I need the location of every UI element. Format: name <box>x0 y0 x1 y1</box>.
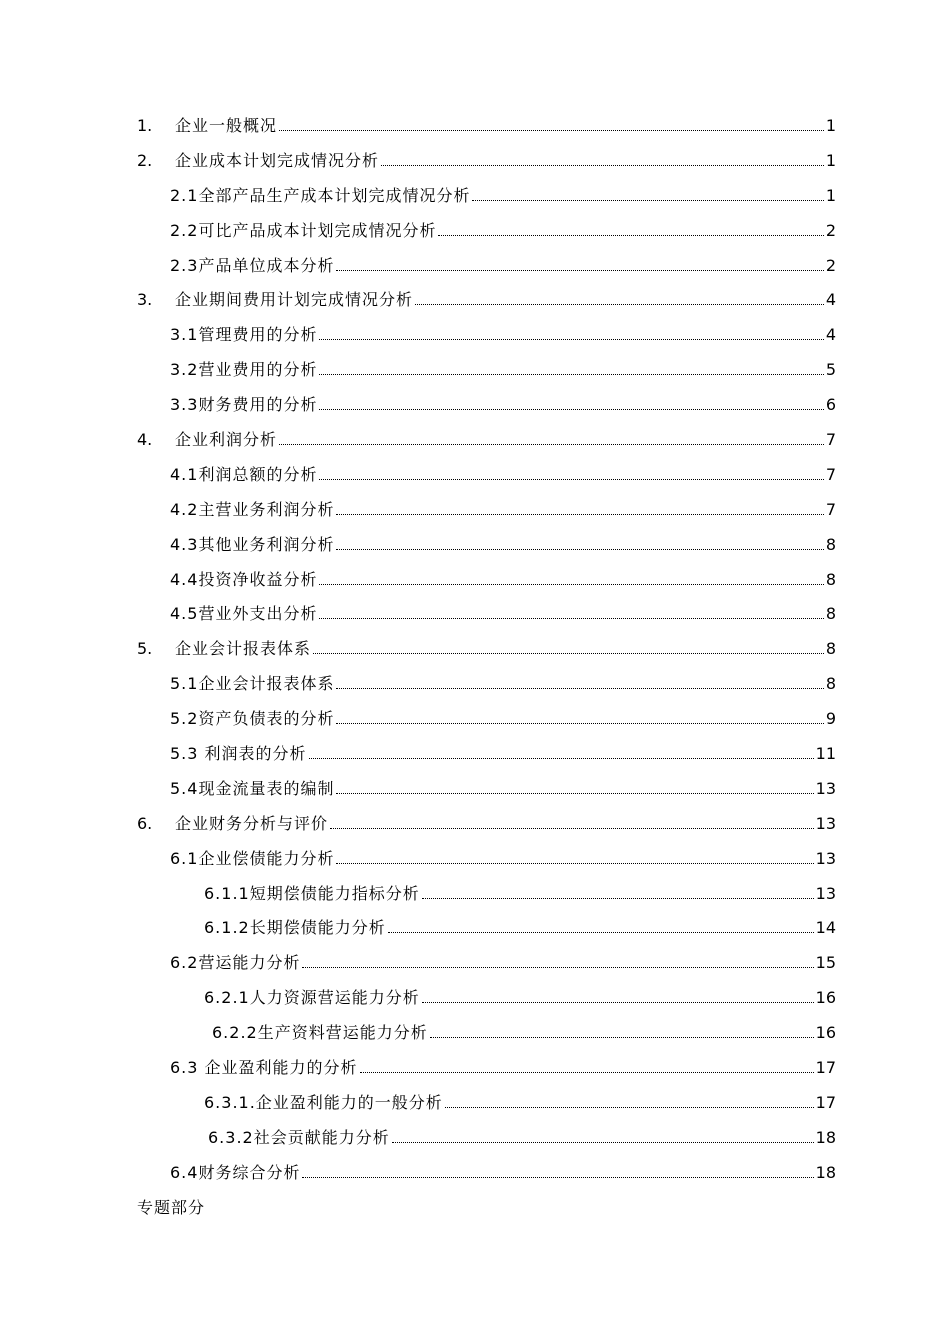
toc-leader-dots <box>445 1107 814 1108</box>
toc-entry-page-number: 13 <box>815 813 836 833</box>
toc-entry-page-number: 16 <box>815 988 836 1008</box>
toc-leader-dots <box>279 444 824 445</box>
toc-line <box>204 1092 836 1114</box>
toc-entry-page-number: 13 <box>815 848 836 868</box>
toc-line <box>137 115 836 137</box>
toc-entry-number: 5. <box>137 639 153 659</box>
toc-leader-dots <box>360 1072 814 1073</box>
toc-leader-dots <box>319 479 823 480</box>
toc-entry-number: 6.1.1 <box>204 883 250 903</box>
toc-leader-dots <box>313 653 824 654</box>
toc-leader-dots <box>336 863 813 864</box>
toc-entry[interactable] <box>0 179 950 214</box>
toc-entry-title: 企业会计报表体系 <box>198 674 335 694</box>
toc-entry[interactable] <box>0 702 950 737</box>
toc-leader-dots <box>392 1142 814 1143</box>
toc-entry[interactable] <box>0 597 950 632</box>
toc-leader-dots <box>422 1002 814 1003</box>
toc-leader-dots <box>336 270 823 271</box>
toc-entry-number: 5.2 <box>170 709 199 729</box>
toc-entry-page-number: 7 <box>825 464 836 484</box>
toc-entry-page-number: 18 <box>815 1127 836 1147</box>
toc-entry-number: 4.1 <box>170 464 199 484</box>
toc-entry-number: 2.3 <box>170 255 199 275</box>
toc-entry-number: 2.1 <box>170 185 199 205</box>
toc-leader-dots <box>319 618 823 619</box>
toc-leader-dots <box>330 828 814 829</box>
toc-entry-number: 3.3 <box>170 395 199 415</box>
toc-leader-dots <box>336 723 823 724</box>
toc-leader-dots <box>336 514 823 515</box>
toc-line <box>170 603 836 625</box>
toc-entry-number: 5.3 <box>170 744 199 764</box>
toc-entry-page-number: 17 <box>815 1058 836 1078</box>
toc-leader-dots <box>430 1037 814 1038</box>
toc-entry-title: 生产资料营运能力分析 <box>257 1023 428 1043</box>
toc-entry-title: 营业外支出分析 <box>198 604 318 624</box>
toc-entry-page-number: 7 <box>825 430 836 450</box>
toc-entry-number: 4.3 <box>170 534 199 554</box>
toc-entry-number: 4.4 <box>170 569 199 589</box>
toc-entry[interactable] <box>0 807 950 842</box>
toc-entry[interactable] <box>0 772 950 807</box>
toc-entry-number: 6.3 <box>170 1058 199 1078</box>
toc-entry-title: 全部产品生产成本计划完成情况分析 <box>198 185 471 205</box>
toc-line <box>170 220 836 242</box>
toc-entry-title: 短期偿债能力指标分析 <box>249 883 420 903</box>
toc-entry[interactable] <box>0 528 950 563</box>
toc-entry[interactable] <box>0 249 950 284</box>
toc-entry-title: 可比产品成本计划完成情况分析 <box>198 220 437 240</box>
toc-line <box>208 1127 836 1149</box>
toc-entry-number: 4. <box>137 430 153 450</box>
toc-entry-title: 长期偿债能力分析 <box>249 918 386 938</box>
toc-entry-title: 财务综合分析 <box>198 1162 301 1182</box>
toc-entry-page-number: 2 <box>825 220 836 240</box>
toc-leader-dots <box>279 130 824 131</box>
toc-entry-title: 企业期间费用计划完成情况分析 <box>175 290 414 310</box>
toc-entry-title: 投资净收益分析 <box>198 569 318 589</box>
toc-line <box>170 394 836 416</box>
toc-entry[interactable] <box>0 1051 950 1086</box>
toc-entry-title: 企业利润分析 <box>175 430 278 450</box>
toc-entry[interactable] <box>0 667 950 702</box>
toc-entry-page-number: 17 <box>815 1092 836 1112</box>
toc-entry-title: 资产负债表的分析 <box>198 709 335 729</box>
toc-entry-title: 企业财务分析与评价 <box>175 813 329 833</box>
toc-entry-title: 营运能力分析 <box>198 953 301 973</box>
toc-line <box>170 359 836 381</box>
toc-entry[interactable] <box>0 1086 950 1121</box>
toc-leader-dots <box>336 793 813 794</box>
toc-entry-number: 5.1 <box>170 674 199 694</box>
toc-entry-title: 利润表的分析 <box>198 744 307 764</box>
toc-entry-number: 3.1 <box>170 325 199 345</box>
toc-entry-title: 企业成本计划完成情况分析 <box>175 150 380 170</box>
toc-entry-number: 3. <box>137 290 153 310</box>
toc-leader-dots <box>319 584 823 585</box>
toc-line <box>212 1022 836 1044</box>
toc-entry-title: 人力资源营运能力分析 <box>249 988 420 1008</box>
toc-entry-page-number: 8 <box>825 674 836 694</box>
toc-entry-title: 企业一般概况 <box>175 116 278 135</box>
toc-entry-page-number: 8 <box>825 639 836 659</box>
toc-entry-title: 营业费用的分析 <box>198 360 318 380</box>
toc-entry-number: 2.2 <box>170 220 199 240</box>
toc-entry[interactable] <box>0 737 950 772</box>
toc-entry-title: 主营业务利润分析 <box>198 499 335 519</box>
toc-entry-number: 5.4 <box>170 778 199 798</box>
toc-entry-title: 企业盈利能力的分析 <box>198 1058 358 1078</box>
toc-entry[interactable] <box>0 458 950 493</box>
toc-entry-title: 企业盈利能力的一般分析 <box>255 1092 443 1112</box>
toc-line <box>170 778 836 800</box>
toc-line <box>170 1162 836 1184</box>
toc-entry[interactable] <box>0 214 950 249</box>
toc-line <box>170 324 836 346</box>
toc-leader-dots <box>422 898 814 899</box>
toc-line <box>170 534 836 556</box>
toc-entry-title: 社会贡献能力分析 <box>253 1127 390 1147</box>
toc-line <box>137 813 836 835</box>
toc-leader-dots <box>415 304 824 305</box>
toc-entry-number: 6.2.1 <box>204 988 250 1008</box>
toc-leader-dots <box>309 758 814 759</box>
toc-entry-title: 管理费用的分析 <box>198 325 318 345</box>
toc-entry-page-number: 9 <box>825 709 836 729</box>
toc-entry[interactable] <box>0 911 950 946</box>
toc-leader-dots <box>319 374 823 375</box>
toc-entry-number: 2. <box>137 150 153 170</box>
toc-entry-title: 财务费用的分析 <box>198 395 318 415</box>
toc-entry[interactable] <box>0 283 950 318</box>
toc-leader-dots <box>336 549 823 550</box>
table-of-contents <box>0 109 950 1191</box>
toc-entry-page-number: 8 <box>825 569 836 589</box>
toc-entry[interactable] <box>0 144 950 179</box>
toc-line <box>204 987 836 1009</box>
toc-leader-dots <box>438 235 823 236</box>
toc-entry[interactable] <box>0 493 950 528</box>
toc-entry-page-number: 13 <box>815 883 836 903</box>
toc-line <box>170 743 836 765</box>
toc-entry-page-number: 11 <box>815 744 836 764</box>
toc-entry[interactable] <box>0 388 950 423</box>
toc-entry[interactable] <box>0 981 950 1016</box>
toc-leader-dots <box>381 165 824 166</box>
toc-entry-page-number: 7 <box>825 499 836 519</box>
toc-entry-page-number: 8 <box>825 534 836 554</box>
toc-line <box>137 150 836 172</box>
toc-line <box>137 289 836 311</box>
toc-entry-page-number: 8 <box>825 604 836 624</box>
toc-entry-number: 6.1.2 <box>204 918 250 938</box>
toc-entry-title: 产品单位成本分析 <box>198 255 335 275</box>
toc-leader-dots <box>336 688 823 689</box>
toc-line <box>170 499 836 521</box>
toc-leader-dots <box>302 967 813 968</box>
toc-line <box>137 429 836 451</box>
toc-line <box>170 569 836 591</box>
toc-line <box>170 848 836 870</box>
toc-entry-number: 6.2.2 <box>212 1023 258 1043</box>
toc-entry-title: 利润总额的分析 <box>198 464 318 484</box>
toc-line <box>204 883 836 905</box>
toc-entry-number: 6.1 <box>170 848 199 868</box>
toc-line <box>170 708 836 730</box>
toc-entry-page-number: 16 <box>815 1023 836 1043</box>
toc-entry-number: 4.5 <box>170 604 199 624</box>
toc-entry[interactable] <box>0 1156 950 1191</box>
toc-entry-title: 其他业务利润分析 <box>198 534 335 554</box>
toc-entry[interactable] <box>0 1016 950 1051</box>
toc-entry-number: 6.2 <box>170 953 199 973</box>
toc-entry-page-number: 14 <box>815 918 836 938</box>
toc-entry-number: 4.2 <box>170 499 199 519</box>
toc-entry-title: 企业偿债能力分析 <box>198 848 335 868</box>
toc-entry[interactable] <box>0 318 950 353</box>
toc-line <box>170 1057 836 1079</box>
section-heading-special-topic: 专题部分 <box>137 1198 206 1217</box>
toc-entry-title: 现金流量表的编制 <box>198 778 335 798</box>
toc-entry-number: 6. <box>137 813 153 833</box>
toc-entry[interactable] <box>0 353 950 388</box>
toc-leader-dots <box>302 1177 813 1178</box>
toc-line <box>204 917 836 939</box>
toc-line <box>137 638 836 660</box>
toc-entry[interactable] <box>0 423 950 458</box>
toc-line <box>170 255 836 277</box>
toc-entry[interactable] <box>0 1121 950 1156</box>
toc-entry[interactable] <box>0 842 950 877</box>
toc-entry[interactable] <box>0 877 950 912</box>
toc-entry-page-number: 18 <box>815 1162 836 1182</box>
toc-entry-number: 6.3.2 <box>208 1127 254 1147</box>
toc-leader-dots <box>319 409 823 410</box>
toc-line <box>170 464 836 486</box>
toc-entry-number: 6.4 <box>170 1162 199 1182</box>
toc-line <box>170 952 836 974</box>
toc-entry-page-number: 15 <box>815 953 836 973</box>
toc-entry-number: 1. <box>137 116 153 135</box>
toc-entry-page-number: 2 <box>825 255 836 275</box>
toc-entry[interactable] <box>0 946 950 981</box>
toc-entry-page-number: 4 <box>825 325 836 345</box>
toc-entry-page-number: 1 <box>825 185 836 205</box>
toc-entry-page-number: 1 <box>825 116 836 135</box>
toc-entry[interactable] <box>0 632 950 667</box>
toc-line <box>170 185 836 207</box>
toc-entry-page-number: 13 <box>815 778 836 798</box>
toc-entry-page-number: 5 <box>825 360 836 380</box>
toc-entry[interactable] <box>0 109 950 144</box>
toc-leader-dots <box>388 932 814 933</box>
toc-entry-page-number: 1 <box>825 150 836 170</box>
toc-entry-number: 3.2 <box>170 360 199 380</box>
toc-entry[interactable] <box>0 563 950 598</box>
toc-leader-dots <box>319 339 823 340</box>
toc-line <box>170 673 836 695</box>
toc-leader-dots <box>472 200 823 201</box>
toc-entry-number: 6.3.1. <box>204 1092 256 1112</box>
toc-entry-page-number: 4 <box>825 290 836 310</box>
toc-entry-page-number: 6 <box>825 395 836 415</box>
toc-entry-title: 企业会计报表体系 <box>175 639 312 659</box>
